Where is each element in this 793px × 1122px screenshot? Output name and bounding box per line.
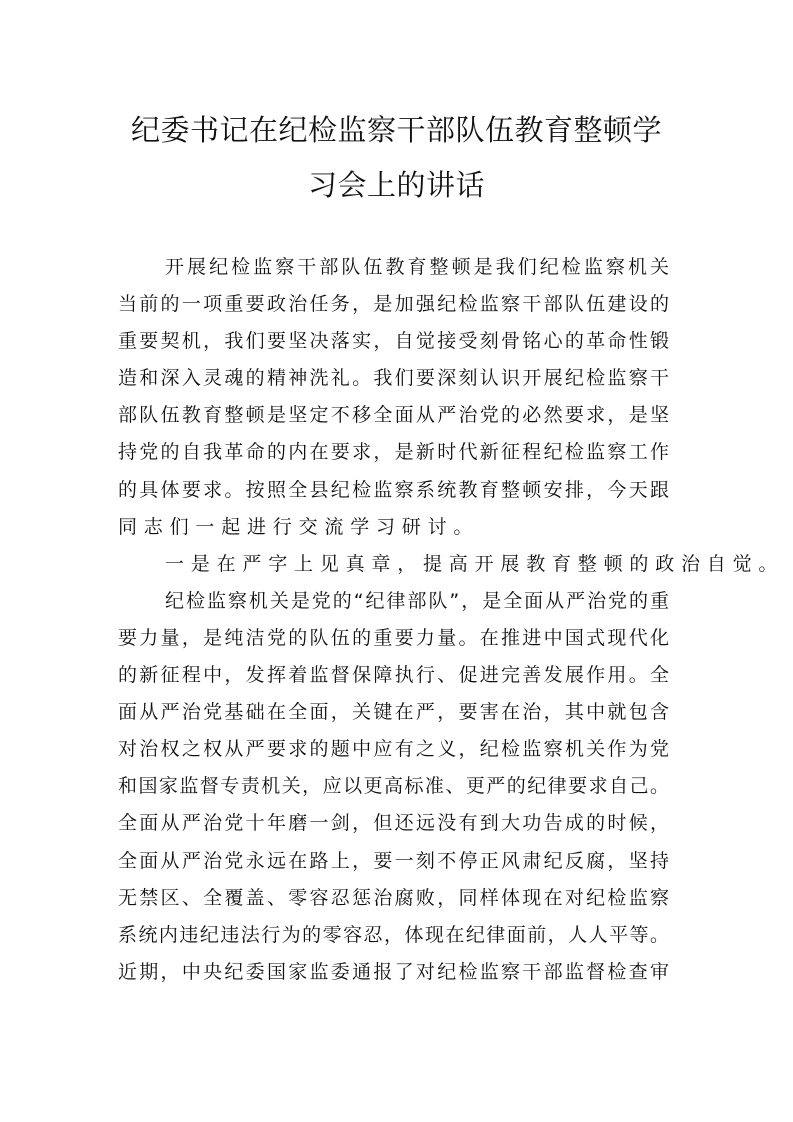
text-line: 全面从严治党永远在路上，要一刻不停正风肃纪反腐，坚持 — [118, 849, 669, 872]
text-line: 面从严治党基础在全面，关键在严，要害在治，其中就包含 — [118, 701, 669, 724]
text-line: 系统内违纪违法行为的零容忍，体现在纪律面前，人人平等。 — [118, 923, 669, 946]
text-line: 对治权之权从严要求的题中应有之义，纪检监察机关作为党 — [118, 738, 669, 761]
document-body — [118, 252, 785, 994]
text-line: 全面从严治党十年磨一剑，但还远没有到大功告成的时候， — [118, 812, 669, 835]
text-line: 重要契机，我们要坚决落实，自觉接受刻骨铭心的革命性锻 — [118, 330, 669, 353]
text-line: 的新征程中，发挥着监督保障执行、促进完善发展作用。全 — [118, 664, 669, 687]
document-title-line-1: 纪委书记在纪检监察干部队伍教育整顿学 — [130, 113, 662, 147]
text-line: 无禁区、全覆盖、零容忍惩治腐败，同样体现在对纪检监察 — [118, 886, 669, 909]
text-line: 纪检监察机关是党的“纪律部队”，是全面从严治党的重 — [165, 589, 669, 612]
document-title-line-2: 习会上的讲话 — [307, 168, 485, 202]
text-line: 要力量，是纯洁党的队伍的重要力量。在推进中国式现代化 — [118, 626, 669, 649]
text-line: 和国家监督专责机关，应以更高标准、更严的纪律要求自己。 — [118, 775, 669, 798]
text-line: 近期，中央纪委国家监委通报了对纪检监察干部监督检查审 — [118, 960, 669, 983]
text-line: 部队伍教育整顿是坚定不移全面从严治党的必然要求，是坚 — [118, 404, 669, 427]
text-line: 持党的自我革命的内在要求，是新时代新征程纪检监察工作 — [118, 441, 669, 464]
text-line: 的具体要求。按照全县纪检监察系统教育整顿安排，今天跟 — [118, 478, 669, 501]
text-line: 一是在严字上见真章，提高开展教育整顿的政治自觉。 — [165, 552, 785, 575]
text-line: 造和深入灵魂的精神洗礼。我们要深刻认识开展纪检监察干 — [118, 367, 669, 390]
text-line: 开展纪检监察干部队伍教育整顿是我们纪检监察机关 — [165, 256, 669, 278]
text-line: 当前的一项重要政治任务，是加强纪检监察干部队伍建设的 — [118, 293, 669, 316]
section-heading — [118, 549, 785, 586]
text-line: 同志们一起进行交流学习研讨。 — [118, 515, 480, 538]
paragraph-section-1 — [118, 586, 669, 994]
paragraph-intro — [118, 252, 669, 549]
